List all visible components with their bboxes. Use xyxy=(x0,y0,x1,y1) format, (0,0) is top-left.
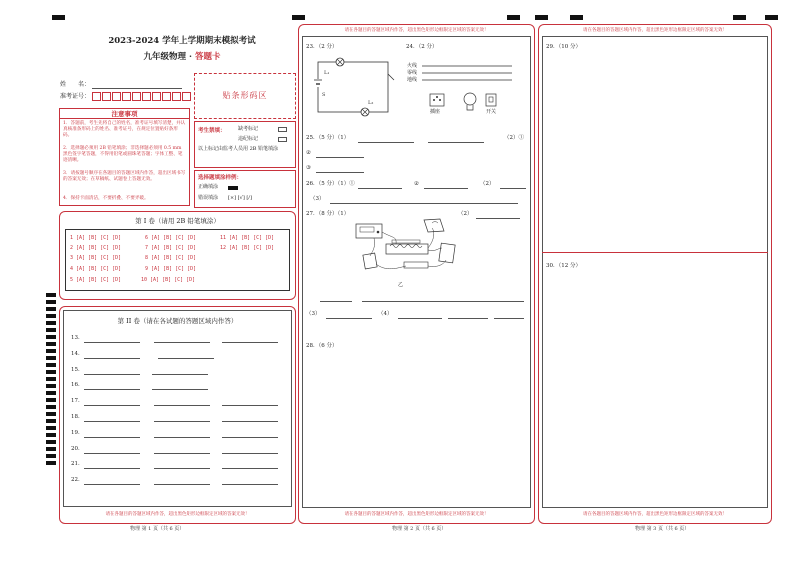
boundary-warning: 请在各题目的答题区域内作答，超出黑色矩形边框限定区域的答案无效！ xyxy=(583,512,727,517)
q27-answer-line[interactable] xyxy=(326,318,372,319)
q26-answer-line[interactable] xyxy=(330,203,518,204)
q27-answer-line[interactable] xyxy=(398,318,442,319)
q22-answer-line[interactable] xyxy=(84,484,140,485)
circuit-label-l1: L₁ xyxy=(324,70,330,76)
notice-item: 1．答题前，考生先将自己的姓名，准考证号填写清楚，并认真核准条形码上的姓名、准考证号，在规定位置贴好条形码。 xyxy=(63,121,186,139)
q27-answer-line[interactable] xyxy=(476,218,520,219)
boundary-warning: 请在各题目的答题区域内作答，超出黑色矩形边框限定区域的答案无效！ xyxy=(105,512,250,517)
timing-mark xyxy=(46,426,56,430)
q22-answer-line[interactable] xyxy=(154,484,210,485)
mcq-row-q3[interactable]: 3 [A] [B] [C] [D] xyxy=(70,255,122,261)
q21-answer-line[interactable] xyxy=(84,468,140,469)
wire-earth-label: 地线 xyxy=(407,77,418,83)
wire-neutral-label: 零线 xyxy=(407,70,418,76)
wire-live-label: 火线 xyxy=(407,63,418,69)
exam-status-note: 以上标记由监考人员用 2B 铅笔填涂 xyxy=(198,146,279,152)
q20-answer-line[interactable] xyxy=(84,453,140,454)
q17-number: 17. xyxy=(71,398,80,404)
q22-number: 22. xyxy=(71,477,80,483)
section2-box-inner xyxy=(63,310,292,507)
q27-answer-line[interactable] xyxy=(320,301,352,302)
q26-answer-line[interactable] xyxy=(500,188,526,189)
page-footer: 物理 第 2 页（共 6 页） xyxy=(392,526,447,532)
timing-mark xyxy=(46,377,56,381)
notice-title: 注意事项 xyxy=(111,110,138,118)
boundary-warning: 请在各题目的答题区域内作答，超出黑色矩形边框限定区域的答案无效！ xyxy=(344,512,489,517)
q20-number: 20. xyxy=(71,446,80,452)
q26-answer-line[interactable] xyxy=(358,188,402,189)
subject-label: 九年级物理 · xyxy=(143,52,195,62)
q15-answer-line[interactable] xyxy=(152,374,208,375)
q25-answer-line[interactable] xyxy=(428,142,484,143)
mcq-row-q2[interactable]: 2 [A] [B] [C] [D] xyxy=(70,245,122,251)
registration-mark xyxy=(765,15,778,20)
q27-answer-line[interactable] xyxy=(448,318,488,319)
timing-mark xyxy=(46,314,56,318)
q29-q30-divider xyxy=(542,252,768,253)
q18-answer-line[interactable] xyxy=(84,421,140,422)
q26-part1-sub2-label: ② xyxy=(414,181,419,187)
timing-mark xyxy=(46,370,56,374)
timing-mark xyxy=(46,391,56,395)
q15-number: 15. xyxy=(71,367,80,373)
q16-number: 16. xyxy=(71,382,80,388)
q25-answer-line[interactable] xyxy=(358,142,414,143)
registration-mark xyxy=(570,15,583,20)
correct-fill-sample xyxy=(228,186,238,190)
q19-number: 19. xyxy=(71,430,80,436)
q27-part4-label: （4） xyxy=(378,311,393,317)
timing-mark xyxy=(46,440,56,444)
cheat-mark-box[interactable] xyxy=(278,137,287,142)
q24-number: 24．（2 分） xyxy=(406,44,438,50)
q19-answer-line[interactable] xyxy=(154,437,210,438)
q27-number: 27．（8 分）（1） xyxy=(306,211,350,217)
q20-answer-line[interactable] xyxy=(222,453,278,454)
timing-mark xyxy=(46,356,56,360)
registration-mark xyxy=(292,15,305,20)
q27-answer-line[interactable] xyxy=(494,318,524,319)
socket-label: 插座 xyxy=(430,109,441,115)
name-label: 姓 名： xyxy=(60,81,91,88)
page-title: 2023-2024 学年上学期期末模拟考试 xyxy=(108,36,256,46)
section1-title: 第 I 卷（请用 2B 铅笔填涂） xyxy=(135,217,220,225)
mcq-row-q9[interactable]: 9 [A] [B] [C] [D] xyxy=(145,266,197,272)
q13-answer-line[interactable] xyxy=(222,342,278,343)
timing-mark xyxy=(46,300,56,304)
mcq-row-q5[interactable]: 5 [A] [B] [C] [D] xyxy=(70,277,122,283)
timing-mark xyxy=(46,335,56,339)
exam-id-boxes[interactable] xyxy=(92,92,192,101)
q18-answer-line[interactable] xyxy=(154,421,210,422)
timing-mark xyxy=(46,293,56,297)
q20-answer-line[interactable] xyxy=(154,453,210,454)
q16-answer-line[interactable] xyxy=(84,389,140,390)
q18-answer-line[interactable] xyxy=(222,421,278,422)
q27-part2-label: （2） xyxy=(458,211,473,217)
q27-figure-label: 乙 xyxy=(398,282,404,288)
q23-circuit-diagram[interactable] xyxy=(310,54,400,124)
timing-mark xyxy=(46,363,56,367)
q15-answer-line[interactable] xyxy=(84,374,140,375)
timing-mark xyxy=(46,384,56,388)
mcq-row-q12[interactable]: 12 [A] [B] [C] [D] xyxy=(220,245,275,251)
q25-part2-sub2-label: ② xyxy=(306,150,311,156)
timing-mark xyxy=(46,307,56,311)
q28-number: 28．（6 分） xyxy=(306,343,338,349)
absent-mark-label: 缺考标记 xyxy=(238,126,259,132)
timing-mark xyxy=(46,349,56,353)
q13-answer-line[interactable] xyxy=(84,342,140,343)
q26-part2-label: （2） xyxy=(480,181,495,187)
q13-number: 13. xyxy=(71,335,80,341)
exam-id-label: 准考证号： xyxy=(60,93,91,100)
timing-mark xyxy=(46,412,56,416)
timing-mark xyxy=(46,405,56,409)
q19-answer-line[interactable] xyxy=(84,437,140,438)
timing-mark xyxy=(46,454,56,458)
q22-answer-line[interactable] xyxy=(222,484,278,485)
q27-apparatus-diagram[interactable] xyxy=(352,218,464,280)
q25-answer-line[interactable] xyxy=(316,172,364,173)
q21-answer-line[interactable] xyxy=(222,468,278,469)
timing-mark xyxy=(46,328,56,332)
mcq-row-q6[interactable]: 6 [A] [B] [C] [D] xyxy=(145,235,197,241)
mcq-row-q7[interactable]: 7 [A] [B] [C] [D] xyxy=(145,245,197,251)
registration-mark xyxy=(507,15,520,20)
page-footer: 物理 第 1 页（共 6 页） xyxy=(130,526,185,532)
q29-number: 29．（10 分） xyxy=(546,44,581,50)
circuit-label-s: S xyxy=(322,92,326,98)
switch-label: 开关 xyxy=(486,109,497,115)
q27-part3-label: （3） xyxy=(306,311,321,317)
q19-answer-line[interactable] xyxy=(222,437,278,438)
q14-answer-line[interactable] xyxy=(84,358,140,359)
name-field[interactable] xyxy=(92,88,182,89)
mcq-row-q1[interactable]: 1 [A] [B] [C] [D] xyxy=(70,235,122,241)
answer-card-label: 答题卡 xyxy=(194,52,221,62)
timing-mark xyxy=(46,433,56,437)
notice-item: 3．请按题号顺序在各题目的答题区域内作答，超出区域书写的答案无效；在草稿纸、试题卷上答题无效。 xyxy=(63,171,186,183)
mcq-row-q10[interactable]: 10 [A] [B] [C] [D] xyxy=(141,277,196,283)
q25-part2-sub3-label: ③ xyxy=(306,165,311,171)
fill-sample-title: 选择题填涂样例： xyxy=(198,175,243,181)
q25-number: 25．（5 分）（1） xyxy=(306,135,350,141)
q30-number: 30．（12 分） xyxy=(546,263,581,269)
absent-mark-box[interactable] xyxy=(278,127,287,132)
q13-answer-line[interactable] xyxy=(154,342,210,343)
registration-mark xyxy=(52,15,65,20)
q26-part3-label: （3） xyxy=(310,196,325,202)
q26-number: 26．（5 分）（1）① xyxy=(306,181,355,187)
q26-answer-line[interactable] xyxy=(424,188,468,189)
page-subtitle xyxy=(82,50,282,62)
notice-item: 4．保持卡面清洁，不要折叠、不要弄破。 xyxy=(63,196,149,201)
q16-answer-line[interactable] xyxy=(152,389,208,390)
notice-item: 2．选择题必须用 2B 铅笔填涂；非选择题必须用 0.5 mm 黑色签字笔答题，不得用铅笔或圆珠笔答题；字体工整、笔迹清晰。 xyxy=(63,146,183,164)
q23-number: 23．（2 分） xyxy=(306,44,338,50)
timing-mark xyxy=(46,461,56,465)
q14-number: 14. xyxy=(71,351,80,357)
q17-answer-line[interactable] xyxy=(84,405,140,406)
q17-answer-line[interactable] xyxy=(154,405,210,406)
q18-number: 18. xyxy=(71,414,80,420)
q25-answer-line[interactable] xyxy=(316,157,364,158)
q14-answer-line[interactable] xyxy=(158,358,214,359)
mcq-row-q4[interactable]: 4 [A] [B] [C] [D] xyxy=(70,266,122,272)
timing-mark xyxy=(46,447,56,451)
registration-mark xyxy=(733,15,746,20)
q25-part2-label: （2）① xyxy=(504,135,524,141)
timing-mark xyxy=(46,419,56,423)
q17-answer-line[interactable] xyxy=(222,405,278,406)
cheat-mark-label: 违纪标记 xyxy=(238,136,259,142)
page3-answer-area xyxy=(542,36,768,508)
registration-mark xyxy=(535,15,548,20)
page-footer: 物理 第 3 页（共 6 页） xyxy=(635,526,690,532)
timing-mark xyxy=(46,342,56,346)
q21-number: 21. xyxy=(71,461,80,467)
boundary-warning: 请在各题目的答题区域内作答，超出黑色矩形边框限定区域的答案无效！ xyxy=(344,28,489,33)
barcode-label: 贴条形码区 xyxy=(222,91,268,100)
wrong-fill-label: 错误填涂 xyxy=(198,195,219,201)
mcq-row-q8[interactable]: 8 [A] [B] [C] [D] xyxy=(145,255,197,261)
q21-answer-line[interactable] xyxy=(154,468,210,469)
circuit-label-l2: L₂ xyxy=(368,100,374,106)
timing-mark xyxy=(46,398,56,402)
q27-answer-line[interactable] xyxy=(362,301,524,302)
wrong-fill-samples: [×] [√] [/] xyxy=(228,195,252,201)
correct-fill-label: 正确填涂 xyxy=(198,184,219,190)
mcq-row-q11[interactable]: 11 [A] [B] [C] [D] xyxy=(220,235,275,241)
boundary-warning: 请在各题目的答题区域内作答，超出黑色矩形边框限定区域的答案无效！ xyxy=(583,28,727,33)
timing-mark xyxy=(46,321,56,325)
exam-status-label: 考生禁填： xyxy=(198,128,226,134)
section2-title: 第 II 卷（请在各试题的答题区域内作答） xyxy=(117,317,238,325)
